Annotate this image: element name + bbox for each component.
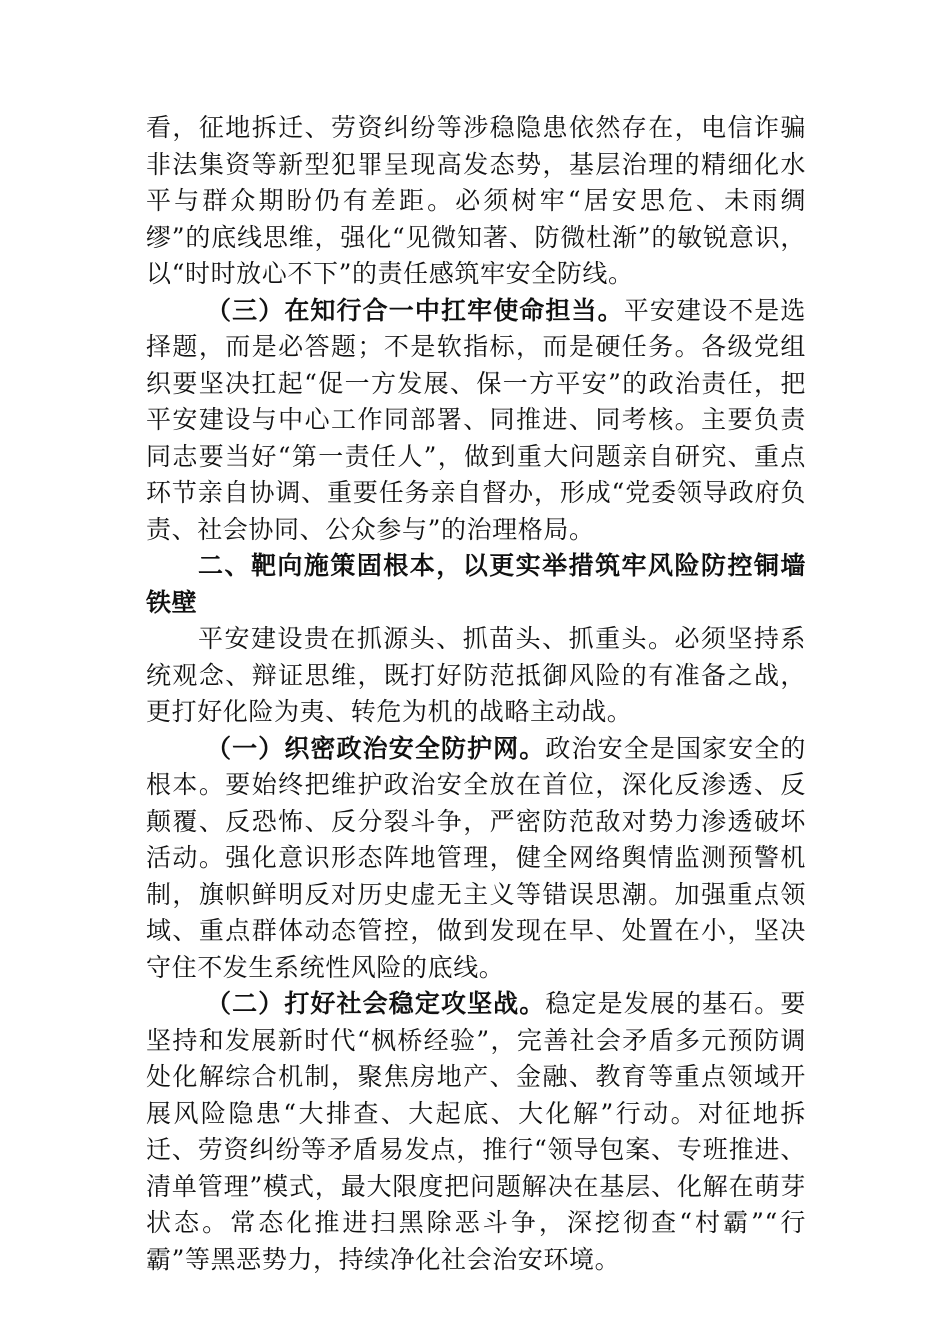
- chapter-2-heading: 二、靶向施策固根本，以更实举措筑牢风险防控铜墙铁壁: [146, 551, 806, 617]
- paragraph-section-3: [146, 293, 806, 549]
- section-3-title: （三）在知行合一中扛牢使命担当。: [206, 295, 624, 325]
- document-page: [146, 110, 806, 1278]
- paragraph-section-2: [146, 986, 806, 1278]
- section-2-title: （二）打好社会稳定攻坚战。: [206, 989, 546, 1018]
- paragraph-continuation: 看，征地拆迁、劳资纠纷等涉稳隐患依然存在，电信诈骗非法集资等新型犯罪呈现高发态势，基层治理的精细化水平与群众期盼仍有差距。必须树牢“居安思危、未雨绸缪”的底线思维，强化“见微知著、防微杜渐”的敏锐意识，以“时时放心不下”的责任感筑牢安全防线。: [146, 113, 806, 288]
- section-2-body: 稳定是发展的基石。要坚持和发展新时代“枫桥经验”，完善社会矛盾多元预防调处化解综合机制，聚焦房地产、金融、教育等重点领域开展风险隐患“大排查、大起底、大化解”行动。对征地拆迁、劳资纠纷等矛盾易发点，推行“领导包案、专班推进、清单管理”模式，最大限度把问题解决在基层、化解在萌芽状态。常态化推进扫黑除恶斗争，深挖彻查“村霸”“行霸”等黑恶势力，持续净化社会治安环境。: [146, 989, 806, 1274]
- section-1-title: （一）织密政治安全防护网。: [206, 733, 546, 763]
- section-3-body: 平安建设不是选择题，而是必答题；不是软指标，而是硬任务。各级党组织要坚决扛起“促一方发展、保一方平安”的政治责任，把平安建设与中心工作同部署、同推进、同考核。主要负责同志要当好“第一责任人”，做到重大问题亲自研究、重点环节亲自协调、重要任务亲自督办，形成“党委领导政府负责、社会协同、公众参与”的治理格局。: [146, 295, 807, 544]
- paragraph-chapter-2-intro: 平安建设贵在抓源头、抓苗头、抓重头。必须坚持系统观念、辩证思维，既打好防范抵御风险的有准备之战，更打好化险为夷、转危为机的战略主动战。: [146, 624, 806, 726]
- section-1-body: 政治安全是国家安全的根本。要始终把维护政治安全放在首位，深化反渗透、反颠覆、反恐怖、反分裂斗争，严密防范敌对势力渗透破坏活动。强化意识形态阵地管理，健全网络舆情监测预警机制，旗帜鲜明反对历史虚无主义等错误思潮。加强重点领域、重点群体动态管控，做到发现在早、处置在小，坚决守住不发生系统性风险的底线。: [146, 733, 806, 982]
- paragraph-section-1: [146, 731, 806, 987]
